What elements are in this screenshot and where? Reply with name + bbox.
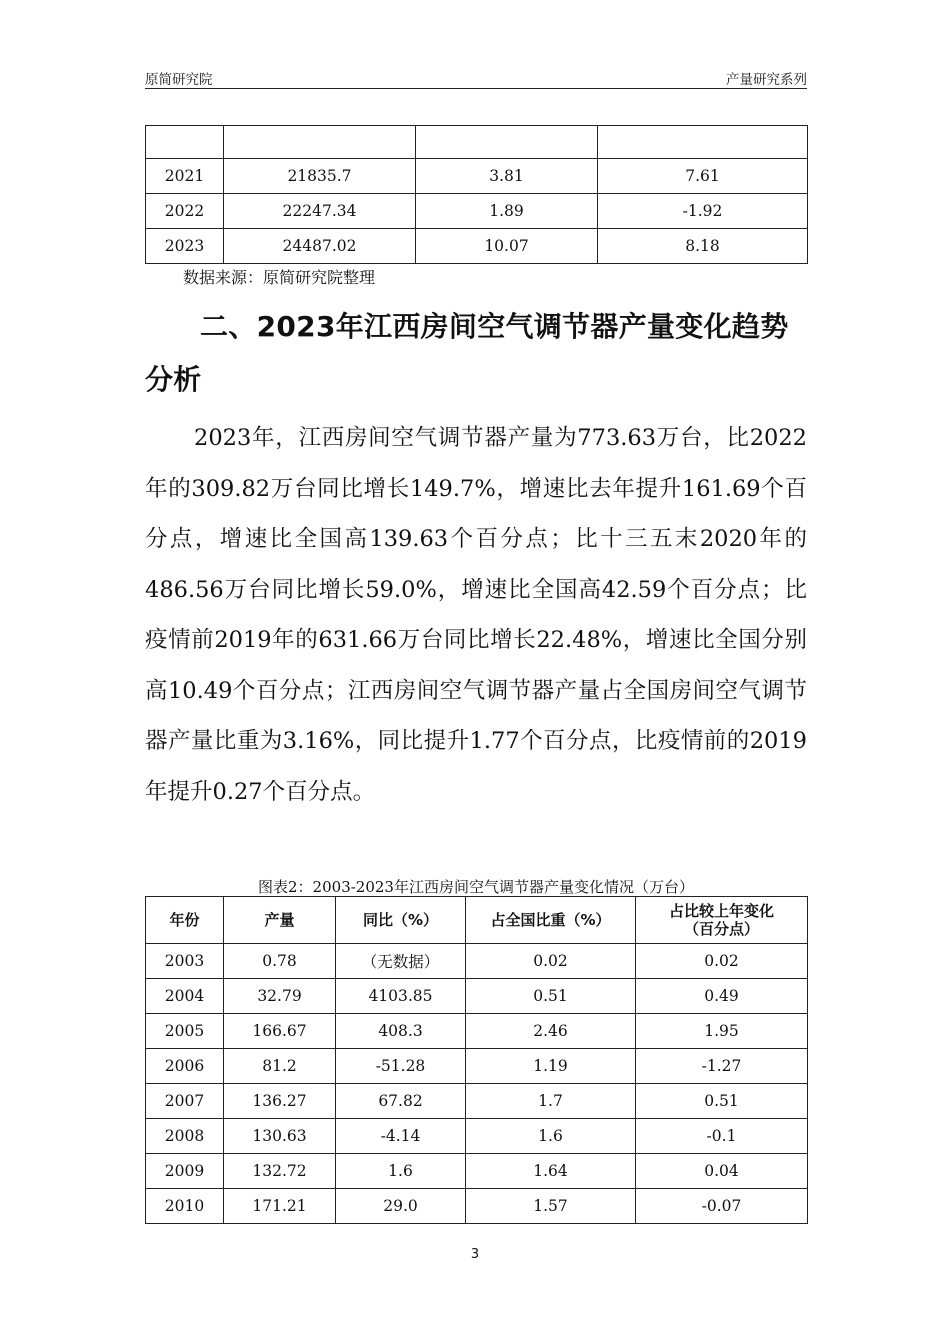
table-cell xyxy=(146,126,224,159)
table-cell: 2.46 xyxy=(466,1014,636,1049)
table-cell: 0.51 xyxy=(636,1084,808,1119)
table-row xyxy=(146,1189,808,1224)
table-cell: 130.63 xyxy=(224,1119,336,1154)
table-cell: 408.3 xyxy=(336,1014,466,1049)
table-cell: 1.64 xyxy=(466,1154,636,1189)
table-cell: 2003 xyxy=(146,944,224,979)
table-cell: -0.1 xyxy=(636,1119,808,1154)
table-cell: （无数据） xyxy=(336,944,466,979)
table-cell: 2021 xyxy=(146,159,224,194)
table-cell: 2008 xyxy=(146,1119,224,1154)
table-cell: -1.27 xyxy=(636,1049,808,1084)
table-cell: 4103.85 xyxy=(336,979,466,1014)
production-table xyxy=(145,896,808,1224)
table-cell: 3.81 xyxy=(416,159,598,194)
table-cell: -4.14 xyxy=(336,1119,466,1154)
table-row xyxy=(146,944,808,979)
table-cell: 2004 xyxy=(146,979,224,1014)
column-header: 占比较上年变化 （百分点） xyxy=(636,897,808,944)
table-cell: 2010 xyxy=(146,1189,224,1224)
table-row xyxy=(146,1049,808,1084)
table-cell: 67.82 xyxy=(336,1084,466,1119)
table-cell: 0.49 xyxy=(636,979,808,1014)
table-cell: 1.6 xyxy=(336,1154,466,1189)
table-header-row xyxy=(146,897,808,944)
header-series-name: 产量研究系列 xyxy=(726,72,807,88)
table-cell: 2023 xyxy=(146,229,224,264)
analysis-paragraph: 2023年，江西房间空气调节器产量为773.63万台，比2022年的309.82万台同比增长149.7%，增速比去年提升161.69个百分点，增速比全国高139.63个百分点；比十三五末2020年的486.56万台同比增长59.0%，增速比全国高42.59个百分点；比疫情前2019年的631.66万台同比增长22.48%，增速比全国分别高10.49个百分点；江西房间空气调节器产量占全国房间空气调节器产量比重为3.16%，同比提升1.77个百分点，比疫情前的2019年提升0.27个百分点。 xyxy=(145,425,807,805)
page-number: 3 xyxy=(470,1247,480,1262)
table-cell: 1.7 xyxy=(466,1084,636,1119)
table-cell: 1.6 xyxy=(466,1119,636,1154)
table-cell: 171.21 xyxy=(224,1189,336,1224)
table-row xyxy=(146,979,808,1014)
table-cell: 136.27 xyxy=(224,1084,336,1119)
table-cell: 81.2 xyxy=(224,1049,336,1084)
table-cell: 1.19 xyxy=(466,1049,636,1084)
table-row xyxy=(146,126,808,159)
table-cell: 29.0 xyxy=(336,1189,466,1224)
table-cell: 1.95 xyxy=(636,1014,808,1049)
table-cell: 21835.7 xyxy=(224,159,416,194)
continued-data-table xyxy=(145,125,808,264)
table-cell: 10.07 xyxy=(416,229,598,264)
table-cell: 24487.02 xyxy=(224,229,416,264)
table-cell: 166.67 xyxy=(224,1014,336,1049)
table-cell: 0.04 xyxy=(636,1154,808,1189)
table-cell: 0.51 xyxy=(466,979,636,1014)
table-cell: 1.89 xyxy=(416,194,598,229)
table-cell: 32.79 xyxy=(224,979,336,1014)
column-header: 同比（%） xyxy=(336,897,466,944)
page-header xyxy=(145,66,807,89)
table-cell xyxy=(224,126,416,159)
table-cell: 2006 xyxy=(146,1049,224,1084)
table-row xyxy=(146,1154,808,1189)
table-cell: -1.92 xyxy=(598,194,808,229)
table-row xyxy=(146,194,808,229)
table-cell: -51.28 xyxy=(336,1049,466,1084)
table-cell: 2007 xyxy=(146,1084,224,1119)
table-cell: 132.72 xyxy=(224,1154,336,1189)
table-cell xyxy=(598,126,808,159)
table-cell: 2022 xyxy=(146,194,224,229)
table-row xyxy=(146,1014,808,1049)
table-cell: 7.61 xyxy=(598,159,808,194)
column-header: 占全国比重（%） xyxy=(466,897,636,944)
table-cell: 1.57 xyxy=(466,1189,636,1224)
table-cell: 0.02 xyxy=(466,944,636,979)
table-cell: 2009 xyxy=(146,1154,224,1189)
header-org-name: 原简研究院 xyxy=(145,72,213,88)
table-cell: 2005 xyxy=(146,1014,224,1049)
column-header: 年份 xyxy=(146,897,224,944)
table-cell: 0.78 xyxy=(224,944,336,979)
table-caption: 图表2：2003-2023年江西房间空气调节器产量变化情况（万台） xyxy=(258,878,694,896)
column-header: 产量 xyxy=(224,897,336,944)
table-row xyxy=(146,1084,808,1119)
data-source-note: 数据来源：原简研究院整理 xyxy=(183,268,376,287)
table-row xyxy=(146,229,808,264)
table-row xyxy=(146,1119,808,1154)
section-heading: 二、2023年江西房间空气调节器产量变化趋势分析 xyxy=(145,310,789,396)
table-cell: 8.18 xyxy=(598,229,808,264)
table-cell: 22247.34 xyxy=(224,194,416,229)
table-cell: 0.02 xyxy=(636,944,808,979)
table-row xyxy=(146,159,808,194)
table-cell xyxy=(416,126,598,159)
table-cell: -0.07 xyxy=(636,1189,808,1224)
